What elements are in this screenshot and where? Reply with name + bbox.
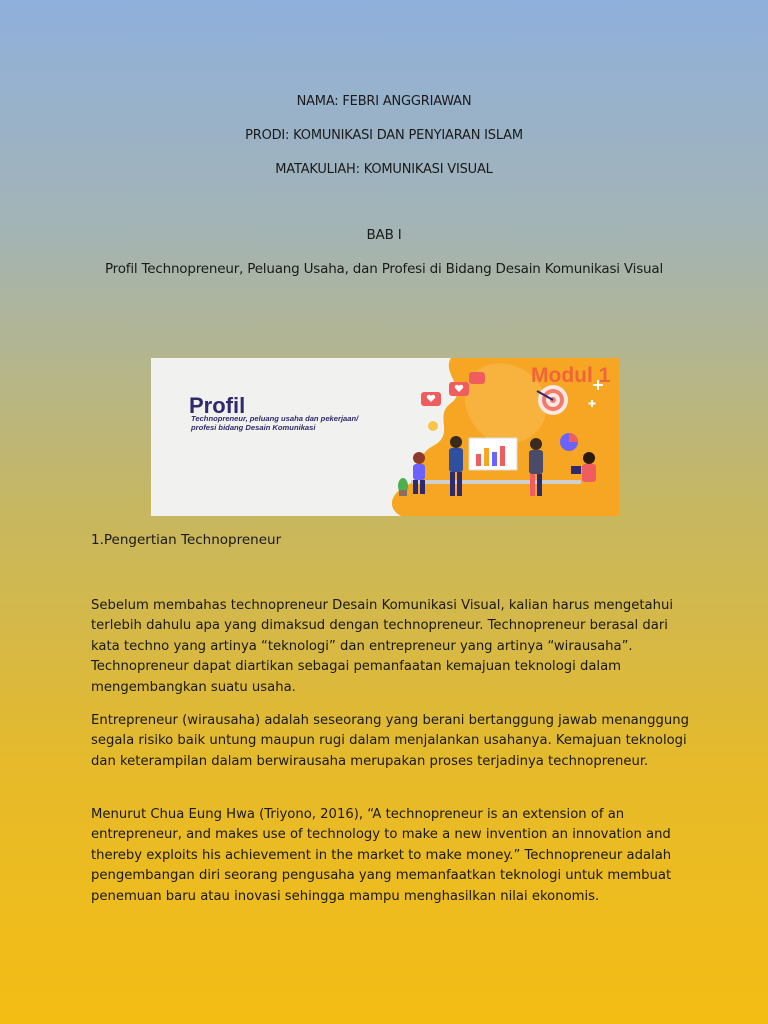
module-banner-image: [151, 358, 619, 516]
chapter-title: Profil Technopreneur, Peluang Usaha, dan Profesi di Bidang Desain Komunikasi Visual: [104, 261, 664, 277]
modul-label: Modul 1: [531, 364, 611, 387]
student-name: NAMA: FEBRI ANGGRIAWAN: [296, 94, 472, 109]
paragraph-entrepreneur: Entrepreneur (wirausaha) adalah seseorang yang berani bertanggung jawab menanggung segala risiko baik untung maupun rugi dalam menjalankan usahanya. Kemajuan teknologi dan keterampilan dalam berwirausaha merupakan proses terjadinya technopreneur.: [91, 713, 689, 769]
coin-icon: [428, 421, 438, 431]
like-bubble-icon: [469, 372, 485, 384]
desk-shape: [411, 480, 581, 484]
presentation-board-icon: [469, 438, 517, 470]
paragraph-definition: Sebelum membahas technopreneur Desain Komunikasi Visual, kalian harus mengetahui terlebih dahulu apa yang dimaksud dengan technopreneur. Technopreneur berasal dari kata techno yang artinya “teknologi” dan entrepreneur yang artinya “wirausaha”. Technopreneur dapat diartikan sebagai pemanfaatan kemajuan teknologi dalam mengembangkan suatu usaha.: [91, 598, 674, 695]
paragraph-quote: Menurut Chua Eung Hwa (Triyono, 2016), “A technopreneur is an extension of an entrepreneur, and makes use of technology to make a new invention an innovation and thereby exploits his achievement in the market to make money.” Technopreneur adalah pengembangan diri seorang pengusaha yang memanfaatkan teknologi untuk membuat penemuan baru atau inovasi sehingga mampu menghasilkan nilai ekonomis.: [91, 807, 672, 904]
banner-heading: Profil: [189, 393, 246, 418]
course-name: MATAKULIAH: KOMUNIKASI VISUAL: [275, 162, 493, 177]
banner-subtitle-line1: Technopreneur, peluang usaha dan pekerjaan/: [191, 414, 359, 423]
plant-icon: [398, 478, 408, 496]
study-program: PRODI: KOMUNIKASI DAN PENYIARAN ISLAM: [245, 128, 523, 143]
banner-illustration: [151, 358, 619, 516]
banner-subtitle-line2: profesi bidang Desain Komunikasi: [191, 423, 316, 432]
pie-chart-icon: [560, 433, 578, 451]
section-heading: 1.Pengertian Technopreneur: [91, 532, 282, 548]
chapter-label: BAB I: [366, 227, 402, 243]
heart-bubble-icon: [449, 382, 469, 396]
heart-bubble-icon: [421, 392, 441, 406]
